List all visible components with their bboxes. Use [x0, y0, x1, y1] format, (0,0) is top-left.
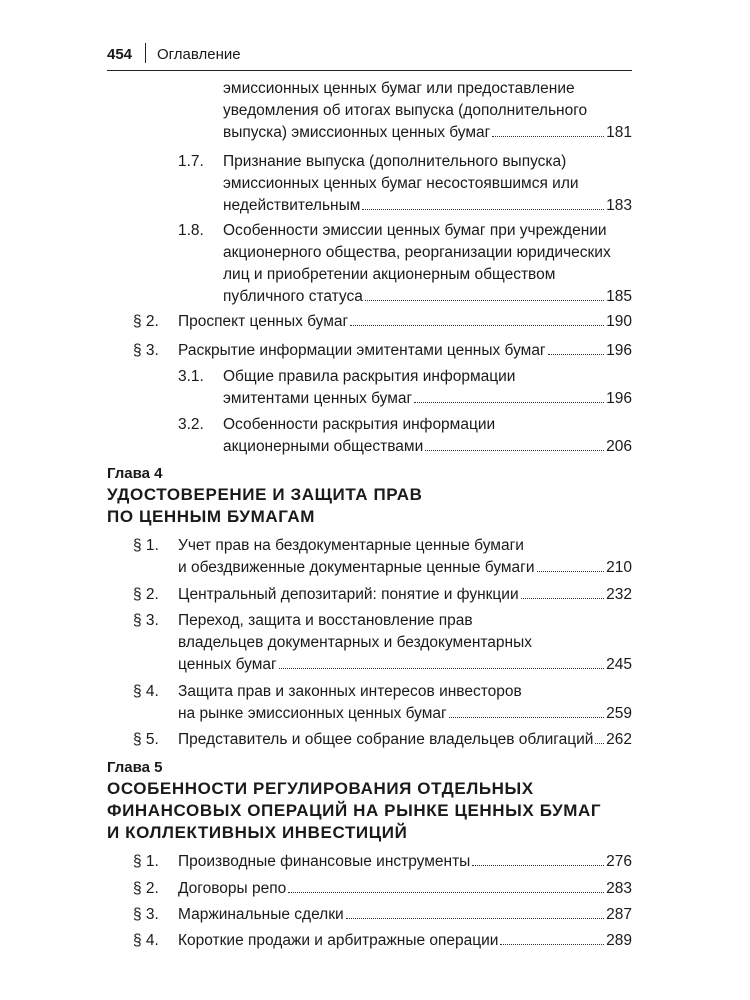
toc-entry-number: 3.1.	[178, 368, 204, 385]
chapter-title-line: ПО ЦЕННЫМ БУМАГАМ	[107, 507, 316, 526]
toc-entry-text-line: Центральный депозитарий: понятие и функции	[178, 586, 519, 603]
toc-entry-text-line: на рынке эмиссионных ценных бумаг	[178, 705, 447, 722]
toc-entry-text-line: и обездвиженные документарные ценные бумаги	[178, 559, 535, 576]
toc-entry-text-line: Учет прав на бездокументарные ценные бумаги	[178, 537, 524, 554]
toc-entry-number: 1.8.	[178, 222, 204, 239]
dot-leader	[500, 944, 604, 945]
toc-entry-text-line: недействительным	[223, 197, 361, 214]
toc-entry-number: § 4.	[133, 932, 159, 949]
toc-entry-text-line: Защита прав и законных интересов инвесторов	[178, 683, 522, 700]
toc-entry-text-line: эмитентами ценных бумаг	[223, 390, 413, 407]
toc-entry-text-line: Общие правила раскрытия информации	[223, 368, 516, 385]
running-title: Оглавление	[157, 46, 241, 63]
toc-entry-number: § 2.	[133, 586, 159, 603]
dot-leader	[449, 717, 604, 718]
toc-entry-text-line: Маржинальные сделки	[178, 906, 344, 923]
toc-entry-text-line: ценных бумаг	[178, 656, 277, 673]
toc-page-number: 196	[606, 342, 632, 359]
toc-page-number: 259	[606, 705, 632, 722]
toc-entry	[178, 366, 632, 410]
toc-entry	[178, 414, 632, 458]
dot-leader	[537, 571, 605, 572]
toc-page-number: 289	[606, 932, 632, 949]
toc-entry-number: 3.2.	[178, 416, 204, 433]
chapter-heading	[107, 464, 422, 528]
toc-entry	[133, 930, 632, 952]
page-number: 454	[107, 46, 133, 63]
toc-entry-number: § 5.	[133, 731, 159, 748]
toc-entry-text-line: выпуска) эмиссионных ценных бумаг	[223, 124, 491, 141]
dot-leader	[362, 209, 604, 210]
toc-page-number: 190	[606, 313, 632, 330]
toc-entry-number: § 3.	[133, 906, 159, 923]
toc-entry	[178, 151, 632, 217]
dot-leader	[365, 300, 604, 301]
chapter-title-line: ФИНАНСОВЫХ ОПЕРАЦИЙ НА РЫНКЕ ЦЕННЫХ БУМАГ	[107, 801, 602, 820]
toc-entry-text-line: эмиссионных ценных бумаг или предоставление	[223, 80, 575, 97]
toc-entry	[133, 729, 632, 751]
toc-entry-number: § 1.	[133, 537, 159, 554]
toc-entry-text-line: Короткие продажи и арбитражные операции	[178, 932, 499, 949]
chapter-heading	[107, 758, 601, 844]
toc-entry-number: § 2.	[133, 313, 159, 330]
toc-entry	[133, 311, 632, 333]
toc-entry-text-line: публичного статуса	[223, 288, 363, 305]
toc-entry-text-line: владельцев документарных и бездокументарных	[178, 634, 532, 651]
toc-entry-text-line: Переход, защита и восстановление прав	[178, 612, 473, 629]
toc-entry-number: § 3.	[133, 342, 159, 359]
dot-leader	[521, 598, 605, 599]
dot-leader	[279, 668, 604, 669]
chapter-label: Глава 5	[107, 759, 163, 776]
toc-entry-number: 1.7.	[178, 153, 204, 170]
header-separator	[145, 43, 146, 63]
toc-entry-text-line: акционерного общества, реорганизации юридических	[223, 244, 611, 261]
toc-page-number: 185	[606, 288, 632, 305]
toc-entry-number: § 4.	[133, 683, 159, 700]
toc-entry-text-line: уведомления об итогах выпуска (дополнительного	[223, 102, 588, 119]
chapter-title-line: УДОСТОВЕРЕНИЕ И ЗАЩИТА ПРАВ	[107, 485, 423, 504]
toc-entry	[133, 584, 632, 606]
toc-entry-text-line: Договоры репо	[178, 880, 287, 897]
toc-entry	[178, 220, 632, 308]
dot-leader	[492, 136, 604, 137]
dot-leader	[346, 918, 604, 919]
dot-leader	[414, 402, 604, 403]
toc-entry-text-line: Раскрытие информации эмитентами ценных бумаг	[178, 342, 546, 359]
toc-page-number: 181	[606, 124, 632, 141]
toc-entry-number: § 2.	[133, 880, 159, 897]
toc-page-number: 262	[606, 731, 632, 748]
dot-leader	[350, 325, 604, 326]
toc-entry-text-line: Признание выпуска (дополнительного выпуска)	[223, 153, 567, 170]
toc-entry-text-line: эмиссионных ценных бумаг несостоявшимся или	[223, 175, 579, 192]
toc-entry	[133, 610, 632, 676]
toc-entry	[133, 535, 632, 579]
toc-entry-number: § 1.	[133, 853, 159, 870]
dot-leader	[595, 743, 604, 744]
toc-page-number: 232	[606, 586, 632, 603]
toc-entry-text-line: лиц и приобретении акционерным обществом	[223, 266, 556, 283]
toc-entry	[133, 904, 632, 926]
chapter-label: Глава 4	[107, 465, 163, 482]
toc-entry	[133, 851, 632, 873]
toc-page-number: 287	[606, 906, 632, 923]
toc-page-number: 196	[606, 390, 632, 407]
toc-page-number: 206	[606, 438, 632, 455]
chapter-title-line: ОСОБЕННОСТИ РЕГУЛИРОВАНИЯ ОТДЕЛЬНЫХ	[107, 779, 534, 798]
toc-entry-text-line: Особенности эмиссии ценных бумаг при учреждении	[223, 222, 607, 239]
toc-entry-text-line: акционерными обществами	[223, 438, 424, 455]
toc-page-number: 183	[606, 197, 632, 214]
toc-page-number: 245	[606, 656, 632, 673]
toc-entry-text-line: Особенности раскрытия информации	[223, 416, 496, 433]
toc-entry-text-line: Производные финансовые инструменты	[178, 853, 471, 870]
toc-page-number: 276	[606, 853, 632, 870]
dot-leader	[548, 354, 605, 355]
running-header	[107, 40, 632, 71]
toc-entry	[133, 878, 632, 900]
dot-leader	[425, 450, 604, 451]
toc-entry	[133, 681, 632, 725]
dot-leader	[288, 892, 604, 893]
toc-entry-text-line: Проспект ценных бумаг	[178, 313, 349, 330]
toc-entry	[133, 340, 632, 362]
toc-page-number: 210	[606, 559, 632, 576]
dot-leader	[472, 865, 604, 866]
toc-entry-text-line: Представитель и общее собрание владельцев облигаций	[178, 731, 594, 748]
chapter-title-line: И КОЛЛЕКТИВНЫХ ИНВЕСТИЦИЙ	[107, 823, 408, 842]
toc-page-number: 283	[606, 880, 632, 897]
toc-entry	[223, 78, 632, 144]
toc-entry-number: § 3.	[133, 612, 159, 629]
